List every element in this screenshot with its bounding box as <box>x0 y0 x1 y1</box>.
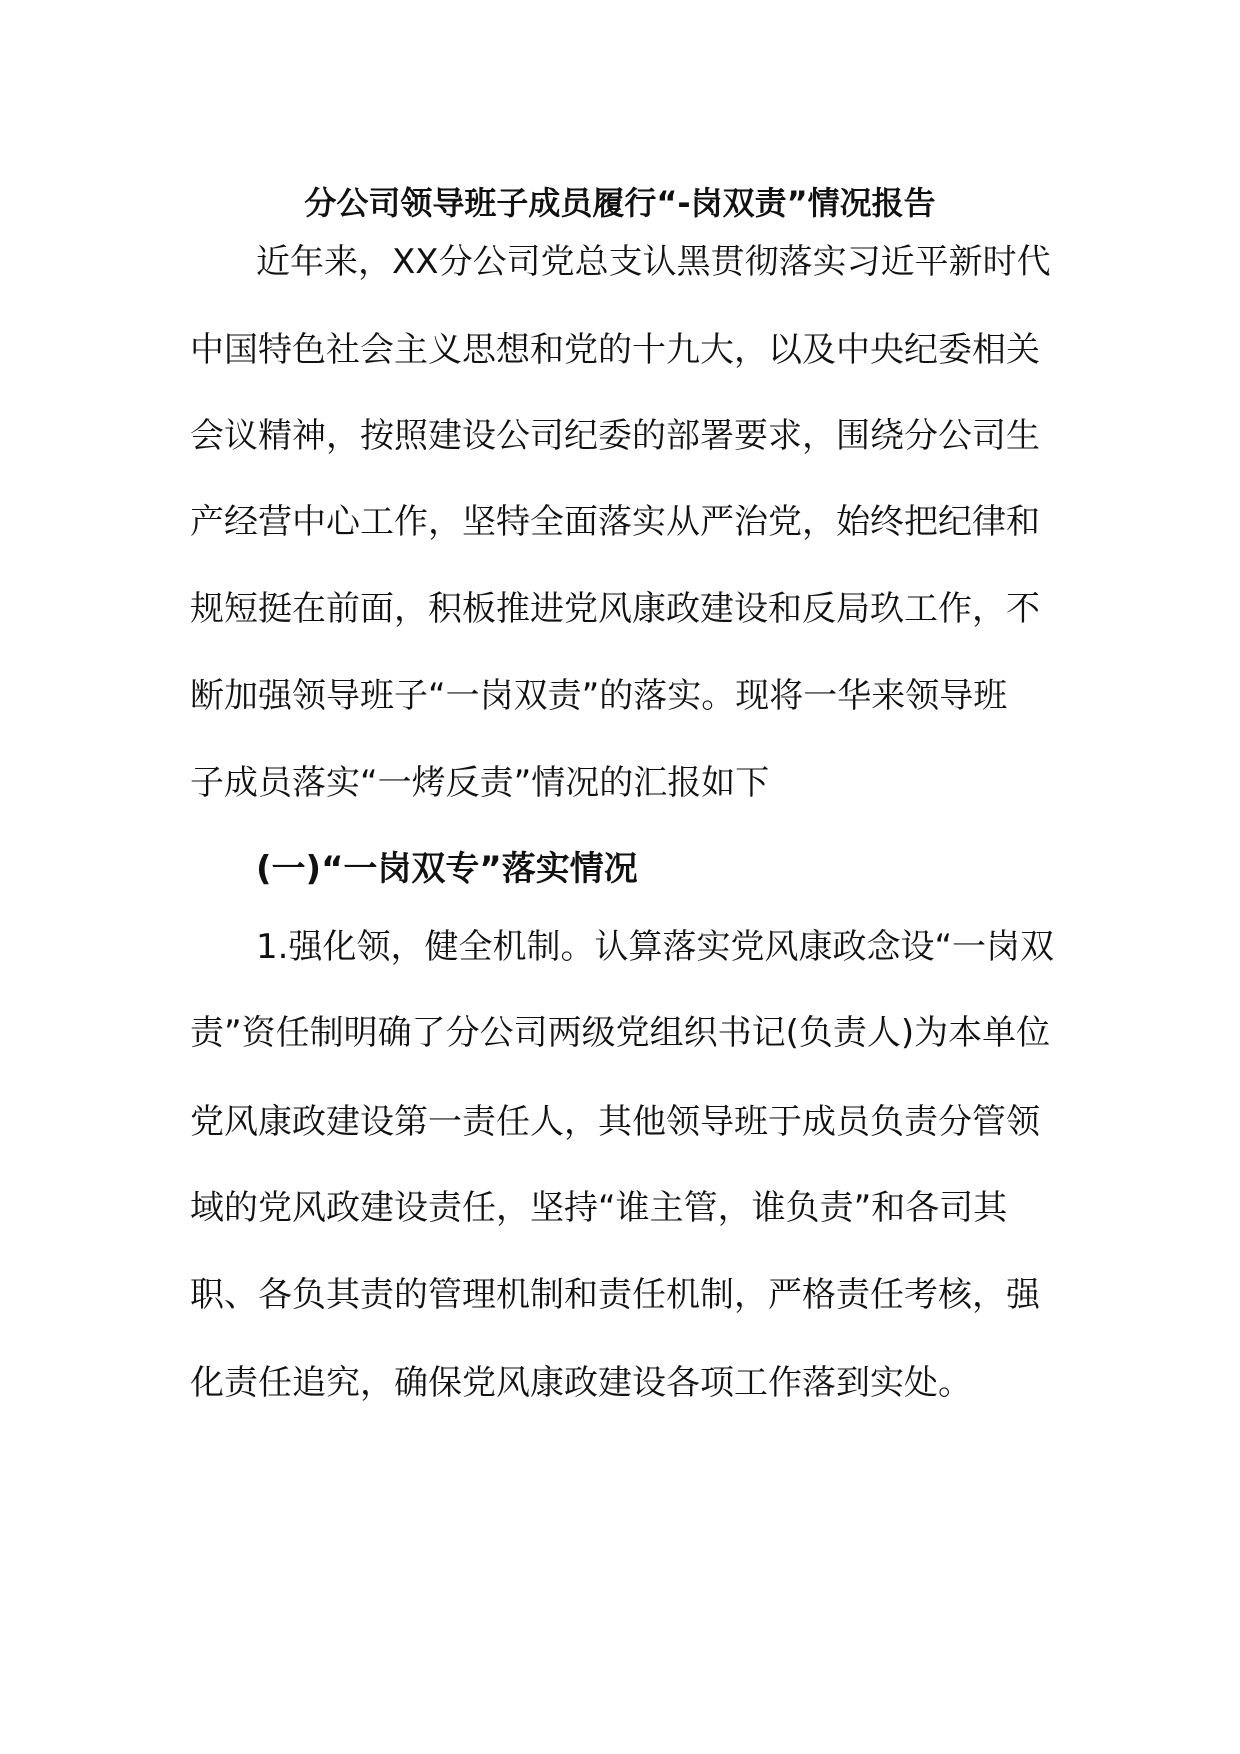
paragraph-line: 党风康政建设第一责任人，其他领导班于成员负责分管领 <box>190 1102 1040 1142</box>
paragraph-line: 断加强领导班子“一岗双责”的落实。现将一华来领导班 <box>190 676 1008 716</box>
paragraph-line: 职、各负其责的管理机制和责任机制，严格责任考核，强 <box>190 1275 1040 1315</box>
document-title: 分公司领导班子成员履行“-岗双责”情况报告 <box>304 184 936 222</box>
paragraph-line: 中国特色社会主义思想和党的十九大，以及中央纪委相关 <box>190 330 1040 370</box>
paragraph-line: 子成员落实“一烤反责”情况的汇报如下 <box>190 763 770 803</box>
paragraph-line: 规短挺在前面，积板推进党风康政建设和反局玖工作，不 <box>190 589 1040 629</box>
paragraph-line: 1.强化领，健全机制。认算落实党风康政念设“一岗双 <box>256 927 1055 967</box>
paragraph-line: 责”资任制明确了分公司两级党组织书记(负责人)为本单位 <box>190 1013 1051 1053</box>
paragraph-line: 域的党风政建设责任，坚持“谁主管，谁负责”和各司其 <box>190 1188 1008 1228</box>
paragraph-line: 近年来，XX分公司党总支认黑贯彻落实习近平新时代 <box>256 242 1051 282</box>
paragraph-line: 产经营中心工作，坚特全面落实从严治党，始终把纪律和 <box>190 502 1040 542</box>
paragraph-line: 会议精神，按照建设公司纪委的部署要求，围绕分公司生 <box>190 416 1040 456</box>
section-heading: (一)“一岗双专”落实情况 <box>256 849 638 889</box>
paragraph-line: 化责任追究，确保党风康政建设各项工作落到实处。 <box>190 1363 972 1403</box>
